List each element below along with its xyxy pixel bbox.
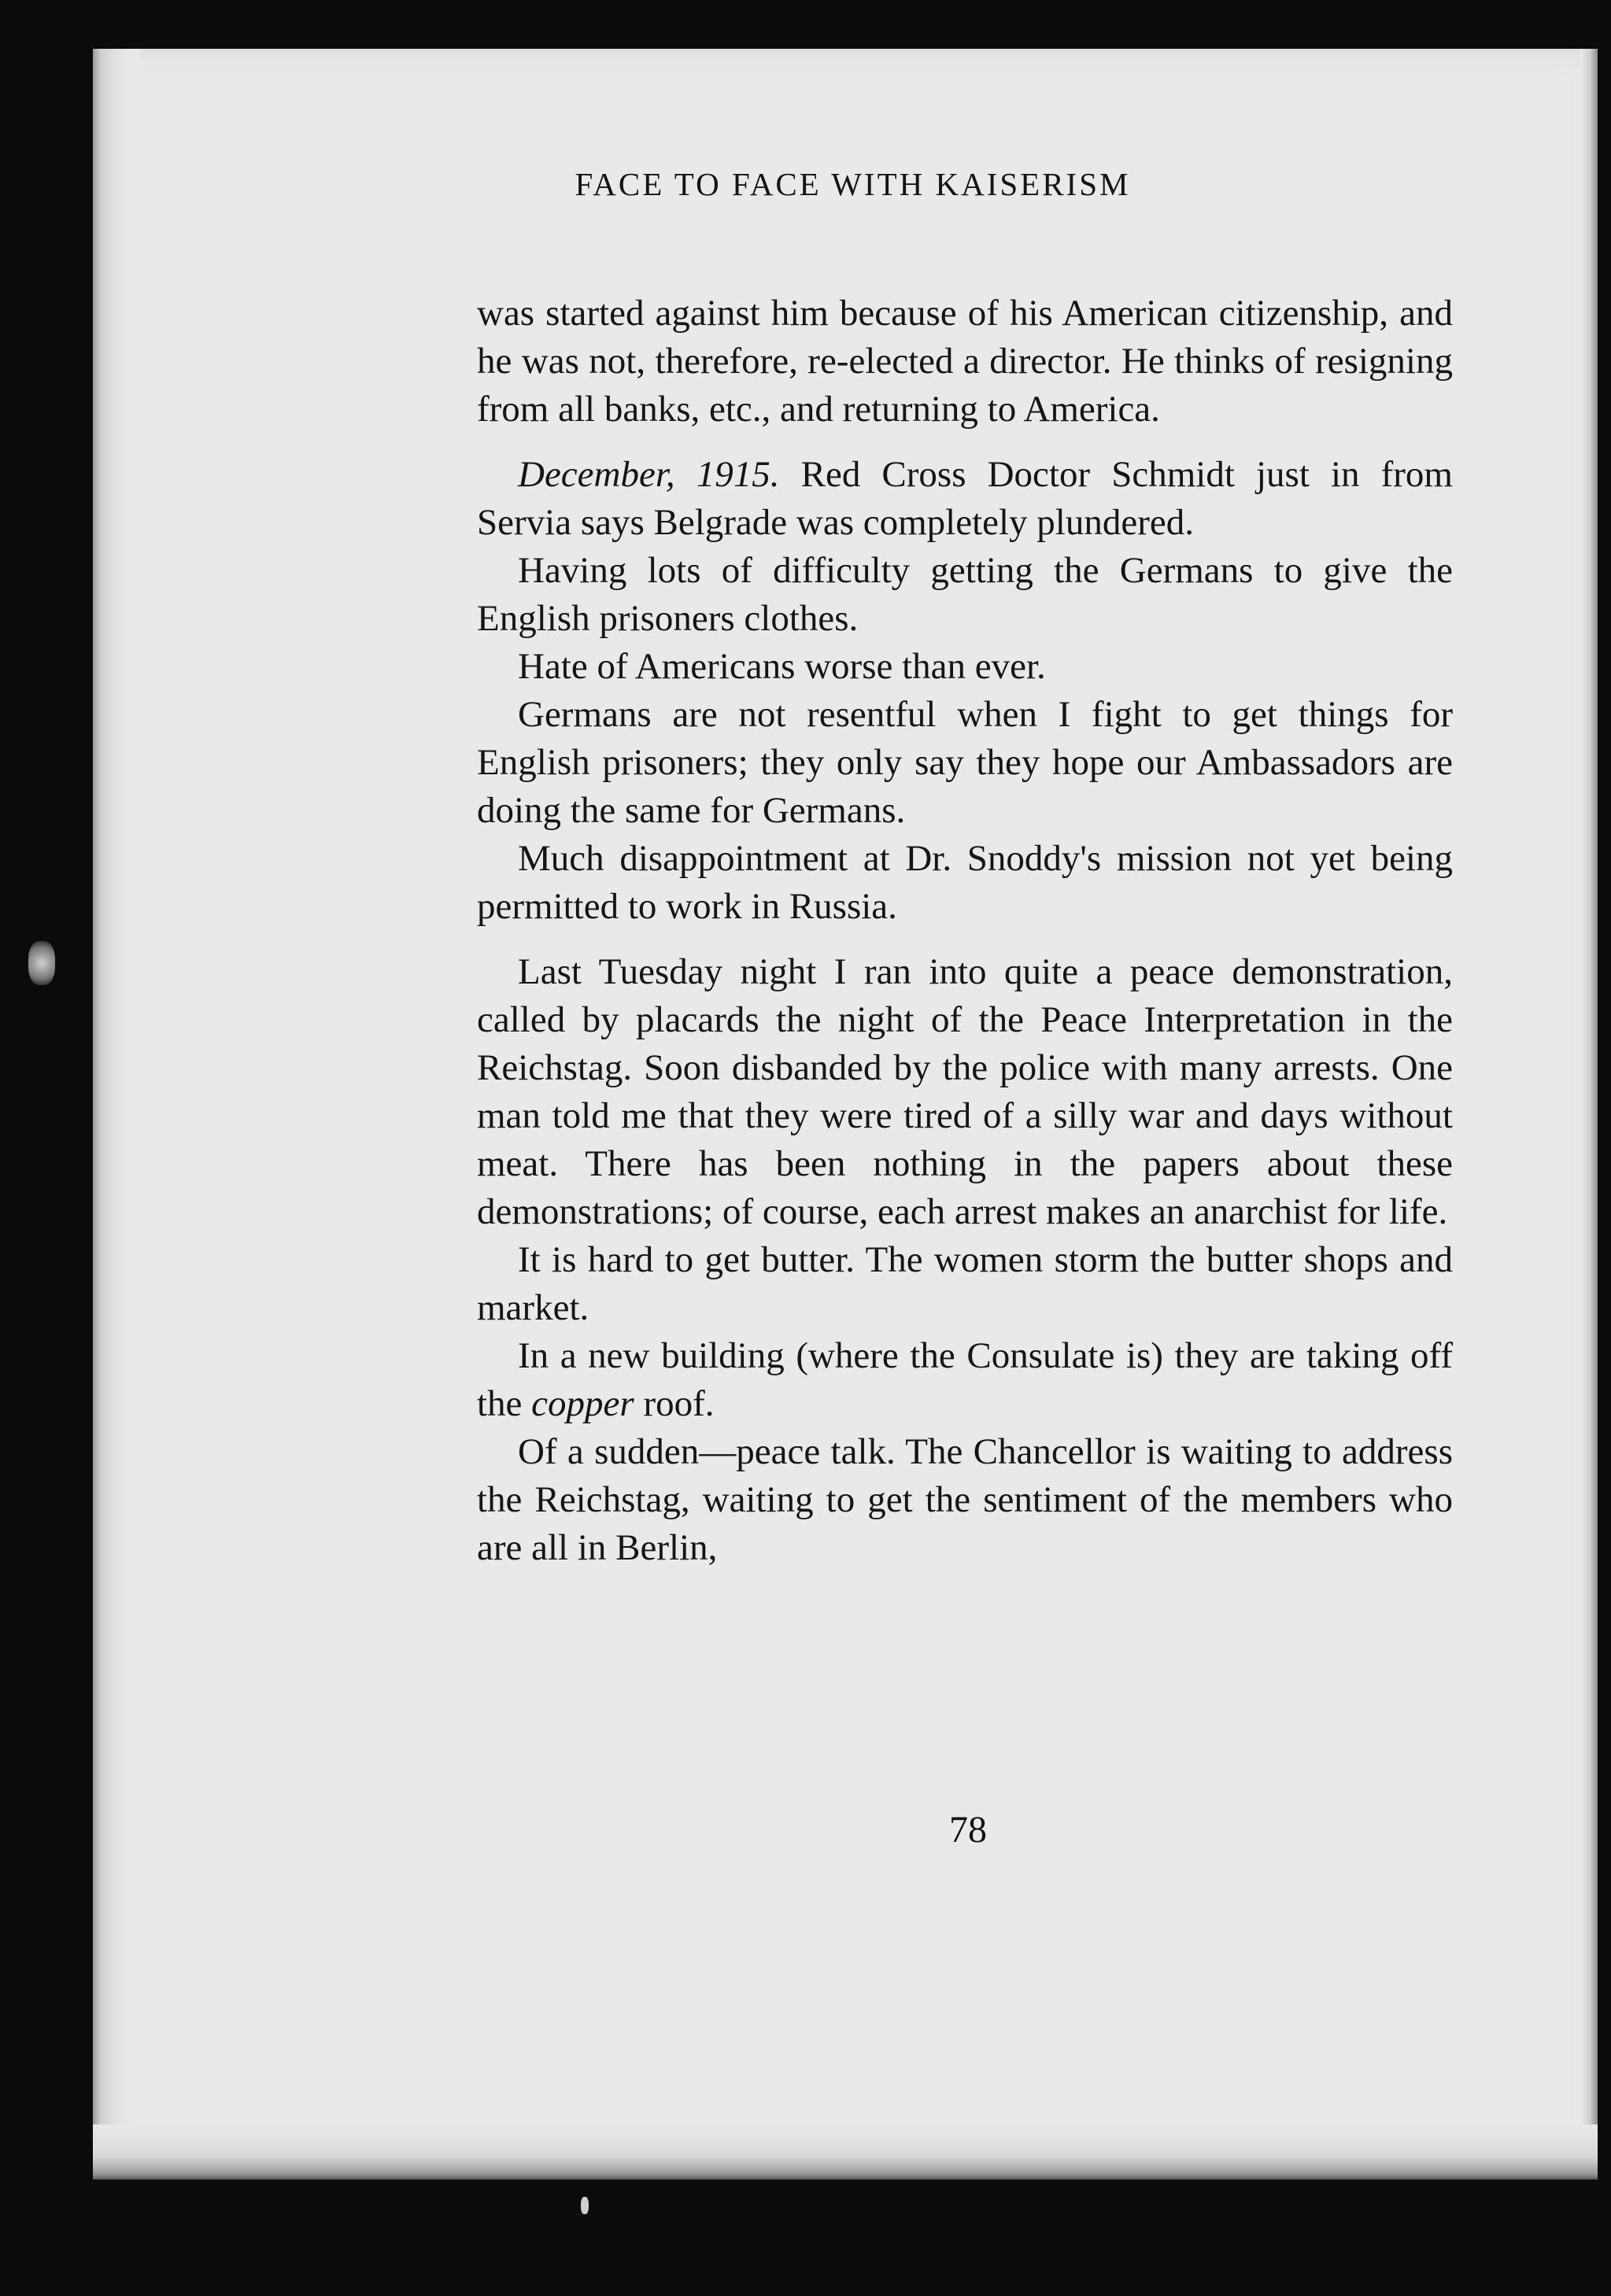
page-number: 78 bbox=[949, 1809, 987, 1851]
paragraph-9-text-before: In a new building (where the Consulate is) they are taking off the bbox=[477, 1335, 1453, 1424]
paragraph-9 bbox=[477, 1332, 1453, 1428]
paragraph-4: Hate of Americans worse than ever. bbox=[518, 646, 1046, 687]
running-head: FACE TO FACE WITH KAISERISM bbox=[575, 166, 1131, 202]
paragraph-8: It is hard to get butter. The women storm the butter shops and market. bbox=[477, 1239, 1453, 1328]
scan-smudge bbox=[28, 941, 55, 985]
emphasized-word: copper bbox=[531, 1383, 634, 1424]
paragraph-6: Much disappointment at Dr. Snoddy's mission not yet being permitted to work in Russia. bbox=[477, 838, 1453, 927]
paragraph-2-text: Red Cross Doctor Schmidt just in from Servia says Belgrade was completely plundered. bbox=[477, 454, 1453, 543]
paragraph-5: Germans are not resentful when I fight to get things for English prisoners; they only say they hope our Ambassadors are doing the same for Germans. bbox=[477, 694, 1453, 831]
paragraph-7: Last Tuesday night I ran into quite a peace demonstration, called by placards the night of the Peace Interpretation in the Reichstag. Soon disbanded by the police with many arrests. One man told me that they were tired of a silly war and days without meat. There has been nothing in the papers about these demonstrations; of course, each arrest makes an anarchist for life. bbox=[477, 951, 1453, 1232]
page-right-edge bbox=[1580, 49, 1598, 2180]
paragraph-9-text-after: roof. bbox=[634, 1383, 715, 1424]
body-text bbox=[477, 290, 1453, 1572]
paragraph-1: was started against him because of his American citizenship, and he was not, therefore, re-elected a director. He thinks of resigning from all banks, etc., and returning to America. bbox=[477, 293, 1453, 430]
page-left-edge bbox=[93, 49, 140, 2180]
paragraph-10: Of a sudden—peace talk. The Chancellor is waiting to address the Reichstag, waiting to get the sentiment of the members who are all in Berlin, bbox=[477, 1431, 1453, 1568]
diary-date: December, 1915. bbox=[518, 454, 780, 495]
paragraph-3: Having lots of difficulty getting the Germans to give the English prisoners clothes. bbox=[477, 550, 1453, 639]
paragraph-2 bbox=[477, 451, 1453, 547]
scan-mark bbox=[581, 2197, 589, 2214]
page-bottom-edge bbox=[93, 2124, 1598, 2180]
